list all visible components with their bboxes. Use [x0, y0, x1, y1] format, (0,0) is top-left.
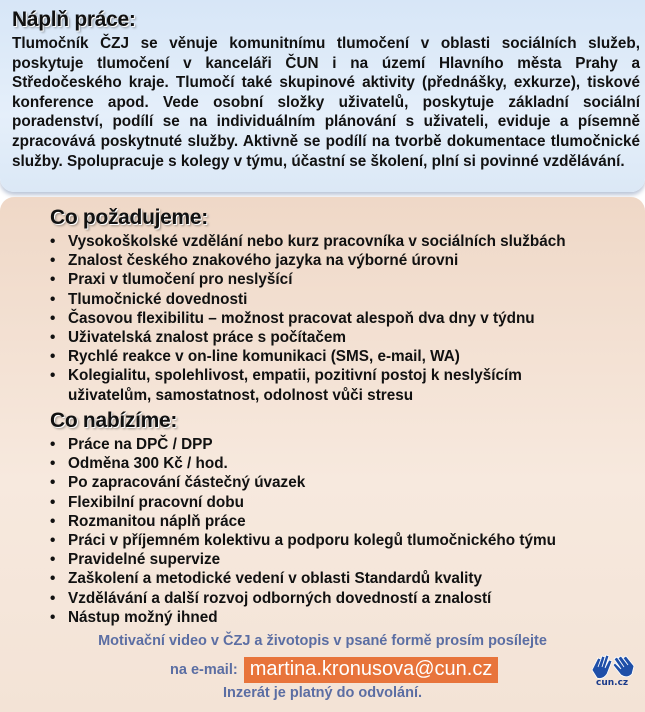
- bullet-icon: •: [50, 436, 56, 453]
- list-item: • Flexibilní pracovní dobu: [50, 493, 244, 511]
- list-item: • Znalost českého znakového jazyka na výborné úrovni: [50, 252, 459, 270]
- bullet-icon: •: [50, 233, 56, 250]
- list-item: • Vysokoškolské vzdělání nebo kurz pracovníka v sociálních službách: [50, 233, 566, 250]
- heading-benefits: Co nabízíme:: [50, 409, 178, 432]
- bullet-icon: •: [50, 455, 56, 473]
- logo-text: cun.cz: [596, 678, 629, 688]
- bullet-icon: •: [50, 290, 56, 308]
- list-item: • Pravidelné supervize: [50, 551, 221, 569]
- list-item: • Uživatelská znalost práce s počítačem: [50, 329, 347, 347]
- email-link[interactable]: martina.kronusova@cun.cz: [244, 657, 499, 683]
- heading-requirements: Co požadujeme:: [50, 206, 208, 229]
- bullet-icon: •: [50, 512, 56, 530]
- bullet-icon: •: [50, 589, 56, 607]
- list-item: • Vzdělávání a další rozvoj odborných dovedností a znalostí: [50, 589, 492, 607]
- bullet-icon: •: [50, 271, 56, 289]
- email-row: [170, 657, 498, 683]
- bullet-icon: •: [50, 367, 56, 385]
- list-item: • Zaškolení a metodické vedení v oblasti Standardů kvality: [50, 570, 483, 588]
- list-item: • Práce na DPČ / DPP: [50, 436, 213, 453]
- bullet-icon: •: [50, 252, 56, 270]
- list-item: • Odměna 300 Kč / hod.: [50, 455, 228, 473]
- bullet-icon: •: [50, 309, 56, 327]
- bullet-icon: •: [50, 551, 56, 569]
- validity-note: Inzerát je platný do odvolání.: [223, 685, 422, 701]
- list-item: • Rozmanitou náplň práce: [50, 512, 246, 530]
- list-item: • Nástup možný ihned: [50, 608, 218, 626]
- bullet-icon: •: [50, 329, 56, 347]
- list-item: • Tlumočnické dovednosti: [50, 290, 248, 308]
- email-prefix: na e-mail:: [170, 662, 238, 678]
- list-item: • Rychlé reakce v on-line komunikaci (SMS, e-mail, WA): [50, 348, 460, 366]
- requirements-list: [50, 232, 590, 405]
- list-item: • Časovou flexibilitu – možnost pracovat alespoň dva dny v týdnu: [50, 309, 535, 327]
- bullet-icon: •: [50, 570, 56, 588]
- heading-job-duties: Náplň práce:: [12, 8, 136, 31]
- job-duties-text: Tlumočník ČZJ se věnuje komunitnímu tlumočení v oblasti sociálních služeb, poskytuje tlumočení v kanceláři ČUN i na území Hlavního města Prahy a Středočeského kraje. Tlumočí také skupinové aktivity (přednášky, exkurze), tiskové konference apod. Vede osobní složky uživatelů, poskytuje základní sociální poradenství, podílí se na individuálním plánování s uživateli, eviduje a písemně zpracovává poskytnuté služby. Aktivně se podílí na tvorbě dokumentace tlumočnické služby. Spolupracuje s kolegy v týmu, účastní se školení, plní si povinné vzdělávání.: [12, 35, 640, 170]
- application-instructions: Motivační video v ČZJ a životopis v psané formě prosím posílejte: [98, 633, 547, 649]
- benefits-list: [50, 435, 590, 627]
- list-item: • Po zapracování částečný úvazek: [50, 474, 306, 492]
- list-item: • Praxi v tlumočení pro neslyšící: [50, 271, 293, 289]
- bullet-icon: •: [50, 348, 56, 366]
- bullet-icon: •: [50, 608, 56, 626]
- list-item: • Práci v příjemném kolektivu a podporu kolegů tlumočnického týmu: [50, 532, 556, 550]
- bullet-icon: •: [50, 474, 56, 492]
- list-item: • Kolegialitu, spolehlivost, empatii, pozitivní postoj k neslyšícím uživatelům, samostatnost, odolnost vůči stresu: [50, 367, 522, 404]
- bullet-icon: •: [50, 493, 56, 511]
- bullet-icon: •: [50, 532, 56, 550]
